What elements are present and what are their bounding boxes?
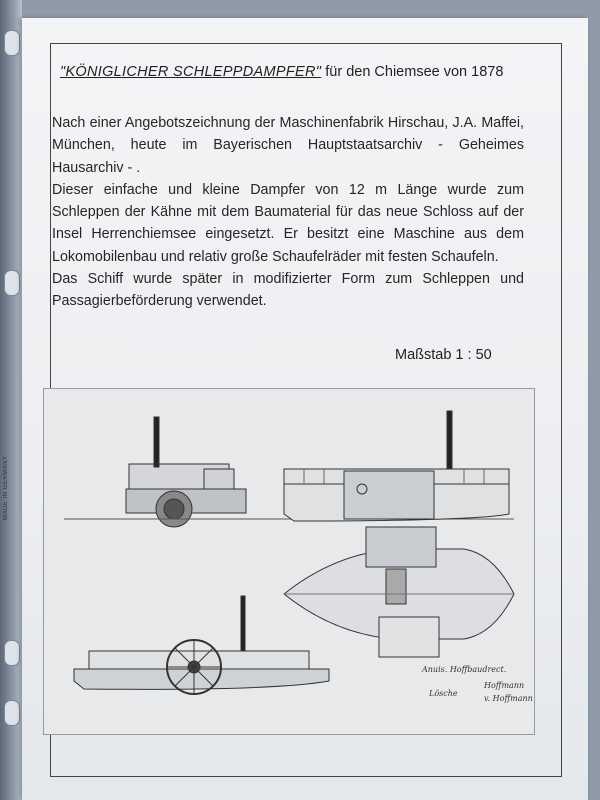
ship-name: "KÖNIGLICHER SCHLEPPDAMPFER": [60, 64, 322, 80]
signature-right: Hoffmann: [484, 681, 525, 690]
title-rest: für den Chiemsee von 1878: [321, 64, 504, 80]
signature-left: Lösche: [429, 689, 458, 698]
punch-hole: [4, 30, 20, 56]
paragraph-later-use: Das Schiff wurde später in modifizierter Form zum Schleppen und Passagierbeförderung verwendet.: [52, 271, 524, 310]
plan-view-drawing: [284, 527, 514, 657]
scale-label: Maßstab 1 : 50: [395, 347, 492, 363]
punch-hole: [4, 700, 20, 726]
document-title: [60, 64, 520, 80]
description-text: [52, 112, 524, 313]
sheet-protector-edge: [0, 0, 22, 800]
ship-drawing: [43, 388, 535, 735]
side-elevation-drawing: [284, 411, 509, 521]
side-view-paddle-drawing: [74, 596, 329, 694]
signature-top: Anuis. Hoffbaudrect.: [422, 665, 507, 674]
binder-label: MADE IN GERMANY: [3, 455, 9, 520]
punch-hole: [4, 270, 20, 296]
paragraph-origin: Nach einer Angebotszeichnung der Maschinenfabrik Hirschau, J.A. Maffei, München, heute im Bayerischen Hauptstaatsarchiv - Geheimes Hausarchiv - .: [52, 115, 524, 176]
ship-plan-illustration: [44, 389, 534, 734]
punch-hole: [4, 640, 20, 666]
end-elevation-drawing: [126, 417, 246, 527]
signature-right-2: v. Hoffmann: [484, 694, 533, 703]
paragraph-purpose: Dieser einfache und kleine Dampfer von 12 m Länge wurde zum Schleppen der Kähne mit dem Baumaterial für das neue Schloss auf der Insel Herrenchiemsee eingesetzt. Er besitzt eine Maschine aus dem Lokomobilenbau und relativ große Schaufelräder mit festen Schaufeln.: [52, 181, 524, 265]
